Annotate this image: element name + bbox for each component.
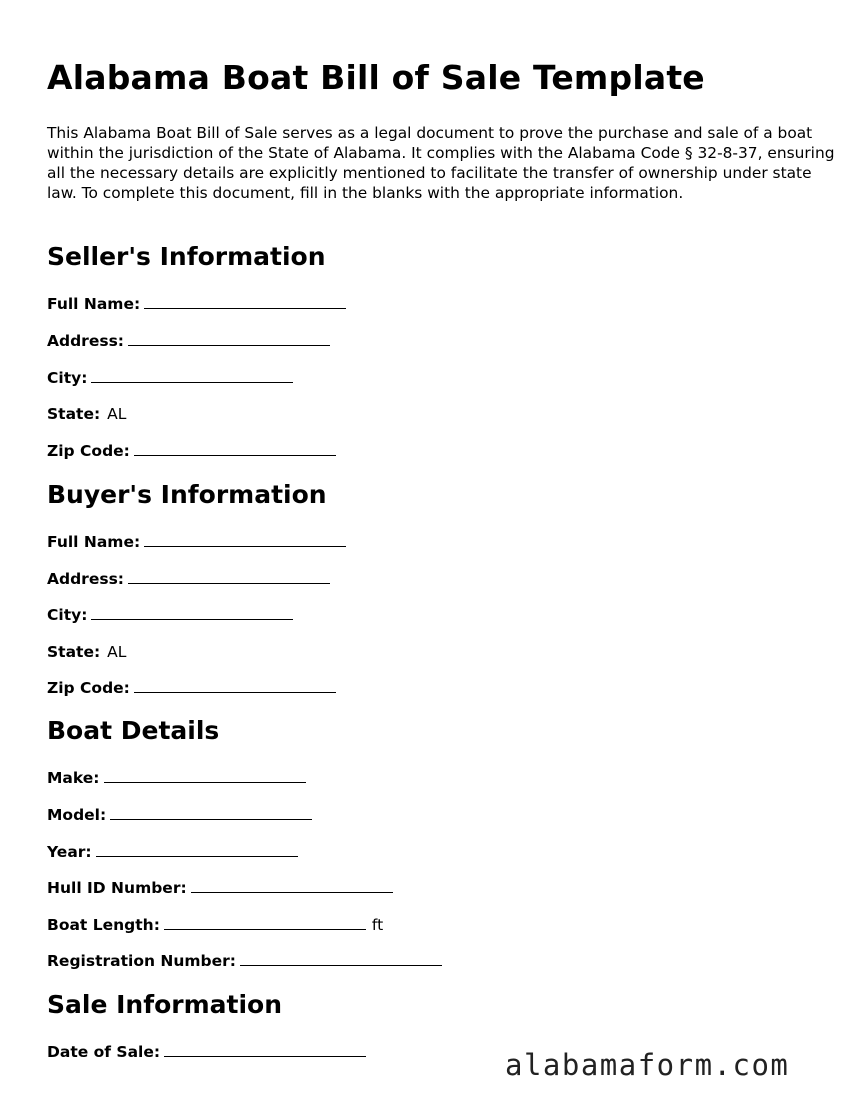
boat-registration-field: [47, 951, 442, 971]
buyer-state-value: AL: [107, 643, 127, 661]
boat-length-unit: ft: [371, 916, 384, 934]
buyer-zip-label: Zip Code:: [47, 679, 130, 697]
intro-paragraph: This Alabama Boat Bill of Sale serves as a legal document to prove the purchase and sale of a boat within the jurisdiction of the State of Alabama. It complies with the Alabama Code § 32-8-37, ensuring all the necessary details are explicitly mentioned to facilitate the transfer of ownership under state law. To complete this document, fill in the blanks with the appropriate information.: [47, 124, 835, 202]
boat-make-label: Make:: [47, 769, 100, 787]
seller-zip-label: Zip Code:: [47, 442, 130, 460]
boat-year-field: [47, 842, 298, 862]
seller-zip-blank[interactable]: [134, 441, 336, 456]
sale-date-blank[interactable]: [164, 1042, 366, 1057]
buyer-full-name-blank[interactable]: [144, 532, 346, 547]
buyer-city-blank[interactable]: [91, 605, 293, 620]
buyer-heading: Buyer's Information: [47, 480, 327, 509]
buyer-zip-field: [47, 678, 336, 698]
seller-city-label: City:: [47, 369, 88, 387]
boat-model-label: Model:: [47, 806, 107, 824]
boat-registration-blank[interactable]: [240, 951, 442, 966]
seller-full-name-label: Full Name:: [47, 295, 141, 313]
sale-date-label: Date of Sale:: [47, 1043, 161, 1061]
boat-hull-blank[interactable]: [191, 878, 393, 893]
boat-hull-field: [47, 878, 393, 898]
buyer-state-field: [47, 642, 126, 662]
seller-address-label: Address:: [47, 332, 124, 350]
boat-length-blank[interactable]: [164, 915, 366, 930]
seller-state-field: [47, 404, 126, 424]
document-title: Alabama Boat Bill of Sale Template: [47, 58, 705, 97]
buyer-zip-blank[interactable]: [134, 678, 336, 693]
boat-model-field: [47, 805, 312, 825]
seller-zip-field: [47, 441, 336, 461]
buyer-full-name-label: Full Name:: [47, 533, 141, 551]
site-watermark: alabamaform.com: [505, 1048, 790, 1082]
boat-length-field: [47, 915, 383, 935]
boat-hull-label: Hull ID Number:: [47, 879, 187, 897]
seller-city-field: [47, 368, 293, 388]
boat-model-blank[interactable]: [110, 805, 312, 820]
buyer-address-blank[interactable]: [128, 569, 330, 584]
buyer-city-label: City:: [47, 606, 88, 624]
seller-address-blank[interactable]: [128, 331, 330, 346]
seller-state-label: State:: [47, 405, 101, 423]
boat-make-blank[interactable]: [104, 768, 306, 783]
buyer-full-name-field: [47, 532, 346, 552]
seller-heading: Seller's Information: [47, 242, 326, 271]
buyer-address-label: Address:: [47, 570, 124, 588]
boat-registration-label: Registration Number:: [47, 952, 237, 970]
boat-make-field: [47, 768, 306, 788]
buyer-state-label: State:: [47, 643, 101, 661]
buyer-address-field: [47, 569, 330, 589]
boat-length-label: Boat Length:: [47, 916, 160, 934]
seller-state-value: AL: [107, 405, 127, 423]
seller-address-field: [47, 331, 330, 351]
seller-city-blank[interactable]: [91, 368, 293, 383]
seller-full-name-field: [47, 294, 346, 314]
boat-year-blank[interactable]: [96, 842, 298, 857]
boat-heading: Boat Details: [47, 716, 220, 745]
sale-date-field: [47, 1042, 366, 1062]
buyer-city-field: [47, 605, 293, 625]
seller-full-name-blank[interactable]: [144, 294, 346, 309]
sale-heading: Sale Information: [47, 990, 282, 1019]
boat-year-label: Year:: [47, 843, 92, 861]
